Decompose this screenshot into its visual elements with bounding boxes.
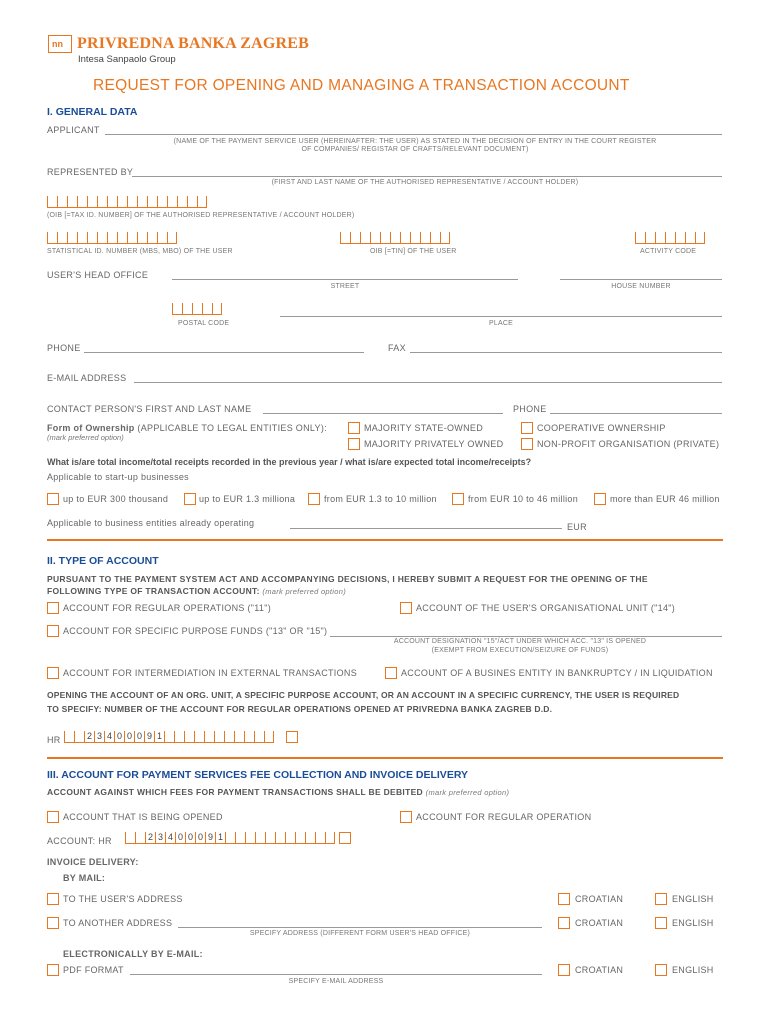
applicant-label: APPLICANT xyxy=(47,125,100,135)
digit-cell xyxy=(315,832,325,844)
income-over-46m-checkbox[interactable] xyxy=(594,493,606,505)
type-intro-1: PURSUANT TO THE PAYMENT SYSTEM ACT AND ACCOMPANYING DECISIONS, I HEREBY SUBMIT A REQUEST FOR THE OPENING OF THE xyxy=(47,574,648,584)
fees-being-opened-label: ACCOUNT THAT IS BEING OPENED xyxy=(63,812,223,822)
type-bankruptcy-label: ACCOUNT OF A BUSINES ENTITY IN BANKRUPTCY / IN LIQUIDATION xyxy=(401,668,713,678)
to-user-croatian-label: CROATIAN xyxy=(575,894,624,904)
fees-debit-label: ACCOUNT AGAINST WHICH FEES FOR PAYMENT TRANSACTIONS SHALL BE DEBITED xyxy=(47,787,423,797)
electronic-label: ELECTRONICALLY BY E-MAIL: xyxy=(63,949,203,959)
digit-cell: 4 xyxy=(165,832,175,844)
income-existing-label: Applicable to business entities already operating xyxy=(47,518,255,528)
to-user-croatian-checkbox[interactable] xyxy=(558,893,570,905)
type-org-unit-label: ACCOUNT OF THE USER'S ORGANISATIONAL UNIT ("14") xyxy=(416,603,676,613)
section-type-title: II. TYPE OF ACCOUNT xyxy=(47,555,159,567)
email-delivery-field[interactable] xyxy=(130,974,542,975)
type-bankruptcy-checkbox[interactable] xyxy=(385,667,397,679)
specify-address-note: SPECIFY ADDRESS (DIFFERENT FORM USER'S HEAD OFFICE) xyxy=(249,930,471,937)
ownership-label-rest: (APPLICABLE TO LEGAL ENTITIES ONLY): xyxy=(134,423,327,433)
digit-cell: 9 xyxy=(144,731,154,743)
section-general-title: I. GENERAL DATA xyxy=(47,106,138,118)
designation-note-2: (EXEMPT FROM EXECUTION/SEIZURE OF FUNDS) xyxy=(431,647,609,654)
to-another-croatian-checkbox[interactable] xyxy=(558,917,570,929)
place-note: PLACE xyxy=(489,320,513,327)
pdf-english-label: ENGLISH xyxy=(672,965,714,975)
type-note-2: TO SPECIFY: NUMBER OF THE ACCOUNT FOR REGULAR OPERATIONS OPENED AT PRIVREDNA BANKA ZAGREB D.D. xyxy=(47,704,553,714)
street-note: STREET xyxy=(330,283,360,290)
bank-name: PRIVREDNA BANKA ZAGREB xyxy=(77,35,309,52)
income-over-46m-label: more than EUR 46 million xyxy=(610,494,720,504)
bank-logo-icon: nn xyxy=(48,35,72,53)
digit-cell xyxy=(74,731,84,743)
phone-label: PHONE xyxy=(47,343,81,353)
oib-representative-input[interactable] xyxy=(47,196,207,208)
phone-field[interactable] xyxy=(84,352,364,353)
digit-cell: 0 xyxy=(114,731,124,743)
specify-email-note: SPECIFY E-MAIL ADDRESS xyxy=(288,978,384,985)
income-startups-label: Applicable to start-up businesses xyxy=(47,472,189,482)
contact-label: CONTACT PERSON'S FIRST AND LAST NAME xyxy=(47,404,252,414)
contact-name-field[interactable] xyxy=(263,413,503,414)
oib-user-input[interactable] xyxy=(340,232,450,244)
digit-cell: 2 xyxy=(145,832,155,844)
fees-account-number-input[interactable] xyxy=(125,832,335,844)
form-title: REQUEST FOR OPENING AND MANAGING A TRANSACTION ACCOUNT xyxy=(93,77,630,94)
to-another-croatian-label: CROATIAN xyxy=(575,918,624,928)
by-mail-label: BY MAIL: xyxy=(63,873,106,883)
digit-cell xyxy=(234,731,244,743)
digit-cell xyxy=(125,832,135,844)
ownership-label-bold: Form of Ownership xyxy=(47,423,135,433)
digit-cell xyxy=(264,731,274,743)
type-intermediation-checkbox[interactable] xyxy=(47,667,59,679)
type-intermediation-label: ACCOUNT FOR INTERMEDIATION IN EXTERNAL TRANSACTIONS xyxy=(63,668,357,678)
to-user-english-label: ENGLISH xyxy=(672,894,714,904)
applicant-note-1: (NAME OF THE PAYMENT SERVICE USER (HEREINAFTER: THE USER) AS STATED IN THE DECISION OF ENTRY IN THE COURT REGISTER xyxy=(173,138,657,145)
digit-cell xyxy=(245,832,255,844)
digit-cell: 4 xyxy=(104,731,114,743)
ownership-cooperative-label: COOPERATIVE OWNERSHIP xyxy=(537,423,666,433)
digit-cell xyxy=(295,832,305,844)
digit-cell: 0 xyxy=(185,832,195,844)
ownership-state-label: MAJORITY STATE-OWNED xyxy=(364,423,484,433)
digit-cell xyxy=(285,832,295,844)
pdf-format-label: PDF FORMAT xyxy=(63,965,124,975)
ownership-nonprofit-label: NON-PROFIT ORGANISATION (PRIVATE) xyxy=(537,439,720,449)
fax-field[interactable] xyxy=(410,352,722,353)
digit-cell xyxy=(275,832,285,844)
place-field[interactable] xyxy=(280,316,722,317)
activity-code-note: ACTIVITY CODE xyxy=(640,248,697,255)
digit-cell xyxy=(204,731,214,743)
digit-cell xyxy=(64,731,74,743)
head-office-label: USER'S HEAD OFFICE xyxy=(47,270,149,280)
income-1-3m-label: up to EUR 1.3 milliona xyxy=(199,494,296,504)
digit-cell xyxy=(184,731,194,743)
to-another-address-label: TO ANOTHER ADDRESS xyxy=(63,918,173,928)
regular-account-number-input[interactable] xyxy=(64,731,274,743)
pdf-croatian-label: CROATIAN xyxy=(575,965,624,975)
activity-code-input[interactable] xyxy=(635,232,705,244)
section-divider xyxy=(47,757,723,759)
digit-cell xyxy=(235,832,245,844)
statistical-id-input[interactable] xyxy=(47,232,177,244)
digit-cell xyxy=(225,832,235,844)
income-300k-label: up to EUR 300 thousand xyxy=(63,494,169,504)
type-intro-hint: (mark preferred option) xyxy=(262,587,346,596)
digit-cell: 3 xyxy=(94,731,104,743)
type-intro-2-text: FOLLOWING TYPE OF TRANSACTION ACCOUNT: xyxy=(47,586,260,596)
fees-regular-checkbox[interactable] xyxy=(400,811,412,823)
type-specific-checkbox[interactable] xyxy=(47,625,59,637)
digit-cell xyxy=(135,832,145,844)
fees-debit-row xyxy=(47,787,509,797)
digit-cell xyxy=(224,731,234,743)
hr-control-box[interactable] xyxy=(286,731,298,743)
email-label: E-MAIL ADDRESS xyxy=(47,373,127,383)
digit-cell xyxy=(244,731,254,743)
digit-cell: 1 xyxy=(215,832,225,844)
statistical-id-note: STATISTICAL ID. NUMBER (MBS, MBO) OF THE USER xyxy=(47,248,233,255)
type-intro-2 xyxy=(47,586,346,596)
fees-regular-label: ACCOUNT FOR REGULAR OPERATION xyxy=(416,812,592,822)
represented-label: REPRESENTED BY xyxy=(47,167,134,177)
digit-cell: 0 xyxy=(175,832,185,844)
ownership-private-checkbox[interactable] xyxy=(348,438,360,450)
fax-label: FAX xyxy=(388,343,406,353)
group-name: Intesa Sanpaolo Group xyxy=(78,54,176,65)
fees-being-opened-checkbox[interactable] xyxy=(47,811,59,823)
to-another-english-label: ENGLISH xyxy=(672,918,714,928)
digit-cell: 0 xyxy=(124,731,134,743)
contact-phone-field[interactable] xyxy=(550,413,722,414)
to-another-english-checkbox[interactable] xyxy=(655,917,667,929)
digit-cell xyxy=(214,731,224,743)
digit-cell: 0 xyxy=(195,832,205,844)
street-field[interactable] xyxy=(172,279,518,280)
postal-code-note: POSTAL CODE xyxy=(178,320,230,327)
income-46m-checkbox[interactable] xyxy=(452,493,464,505)
digit-cell xyxy=(325,832,335,844)
represented-note: (FIRST AND LAST NAME OF THE AUTHORISED REPRESENTATIVE / ACCOUNT HOLDER) xyxy=(271,179,579,186)
to-another-address-checkbox[interactable] xyxy=(47,917,59,929)
fees-account-hr-label: ACCOUNT: HR xyxy=(47,836,112,846)
type-note-1: OPENING THE ACCOUNT OF AN ORG. UNIT, A SPECIFIC PURPOSE ACCOUNT, OR AN ACCOUNT IN A SPECIFIC CURRENCY, THE USER IS REQUIRED xyxy=(47,690,680,700)
contact-phone-label: PHONE xyxy=(513,404,547,414)
digit-cell xyxy=(194,731,204,743)
ownership-private-label: MAJORITY PRIVATELY OWNED xyxy=(364,439,504,449)
represented-field[interactable] xyxy=(132,176,722,177)
invoice-delivery-label: INVOICE DELIVERY: xyxy=(47,857,139,867)
postal-code-input[interactable] xyxy=(172,303,222,315)
designation-field[interactable] xyxy=(330,636,722,637)
income-10m-label: from EUR 1.3 to 10 million xyxy=(324,494,437,504)
digit-cell: 3 xyxy=(155,832,165,844)
type-regular-label: ACCOUNT FOR REGULAR OPERATIONS ("11") xyxy=(63,603,272,613)
type-regular-checkbox[interactable] xyxy=(47,602,59,614)
fees-control-box[interactable] xyxy=(339,832,351,844)
income-question: What is/are total income/total receipts recorded in the previous year / what is/are expected total income/receipts? xyxy=(47,457,532,467)
ownership-hint: (mark preferred option) xyxy=(47,433,124,442)
digit-cell: 1 xyxy=(154,731,164,743)
oib-user-note: OIB [=TIN] OF THE USER xyxy=(370,248,457,255)
to-user-address-checkbox[interactable] xyxy=(47,893,59,905)
digit-cell: 9 xyxy=(205,832,215,844)
house-number-note: HOUSE NUMBER xyxy=(611,283,671,290)
type-specific-label: ACCOUNT FOR SPECIFIC PURPOSE FUNDS ("13" OR "15") xyxy=(63,626,328,636)
income-10m-checkbox[interactable] xyxy=(308,493,320,505)
type-org-unit-checkbox[interactable] xyxy=(400,602,412,614)
pdf-format-checkbox[interactable] xyxy=(47,964,59,976)
digit-cell xyxy=(164,731,174,743)
designation-note-1: ACCOUNT DESIGNATION "15"/ACT UNDER WHICH ACC. "13" IS OPENED xyxy=(393,638,647,645)
digit-cell xyxy=(254,731,264,743)
email-field[interactable] xyxy=(134,382,722,383)
pdf-croatian-checkbox[interactable] xyxy=(558,964,570,976)
pdf-english-checkbox[interactable] xyxy=(655,964,667,976)
income-46m-label: from EUR 10 to 46 million xyxy=(468,494,579,504)
another-address-field[interactable] xyxy=(178,927,542,928)
section-divider xyxy=(47,539,723,541)
income-300k-checkbox[interactable] xyxy=(47,493,59,505)
oib-representative-note: (OIB [=TAX ID. NUMBER] OF THE AUTHORISED REPRESENTATIVE / ACCOUNT HOLDER) xyxy=(47,212,355,219)
hr-label: HR xyxy=(47,735,61,745)
ownership-state-checkbox[interactable] xyxy=(348,422,360,434)
income-amount-field[interactable] xyxy=(290,528,562,529)
ownership-cooperative-checkbox[interactable] xyxy=(521,422,533,434)
applicant-field[interactable] xyxy=(105,134,722,135)
to-user-address-label: TO THE USER'S ADDRESS xyxy=(63,894,183,904)
to-user-english-checkbox[interactable] xyxy=(655,893,667,905)
fees-debit-hint: (mark preferred option) xyxy=(425,788,510,797)
ownership-label xyxy=(47,423,327,433)
digit-cell xyxy=(174,731,184,743)
currency-label: EUR xyxy=(567,522,587,532)
digit-cell: 2 xyxy=(84,731,94,743)
section-fees-title: III. ACCOUNT FOR PAYMENT SERVICES FEE COLLECTION AND INVOICE DELIVERY xyxy=(47,769,469,781)
digit-cell xyxy=(265,832,275,844)
digit-cell: 0 xyxy=(134,731,144,743)
digit-cell xyxy=(255,832,265,844)
ownership-nonprofit-checkbox[interactable] xyxy=(521,438,533,450)
house-number-field[interactable] xyxy=(560,279,722,280)
applicant-note-2: OF COMPANIES/ REGISTAR OF CRAFTS/RELEVANT DOCUMENT) xyxy=(301,146,529,153)
digit-cell xyxy=(305,832,315,844)
income-1-3m-checkbox[interactable] xyxy=(184,493,196,505)
